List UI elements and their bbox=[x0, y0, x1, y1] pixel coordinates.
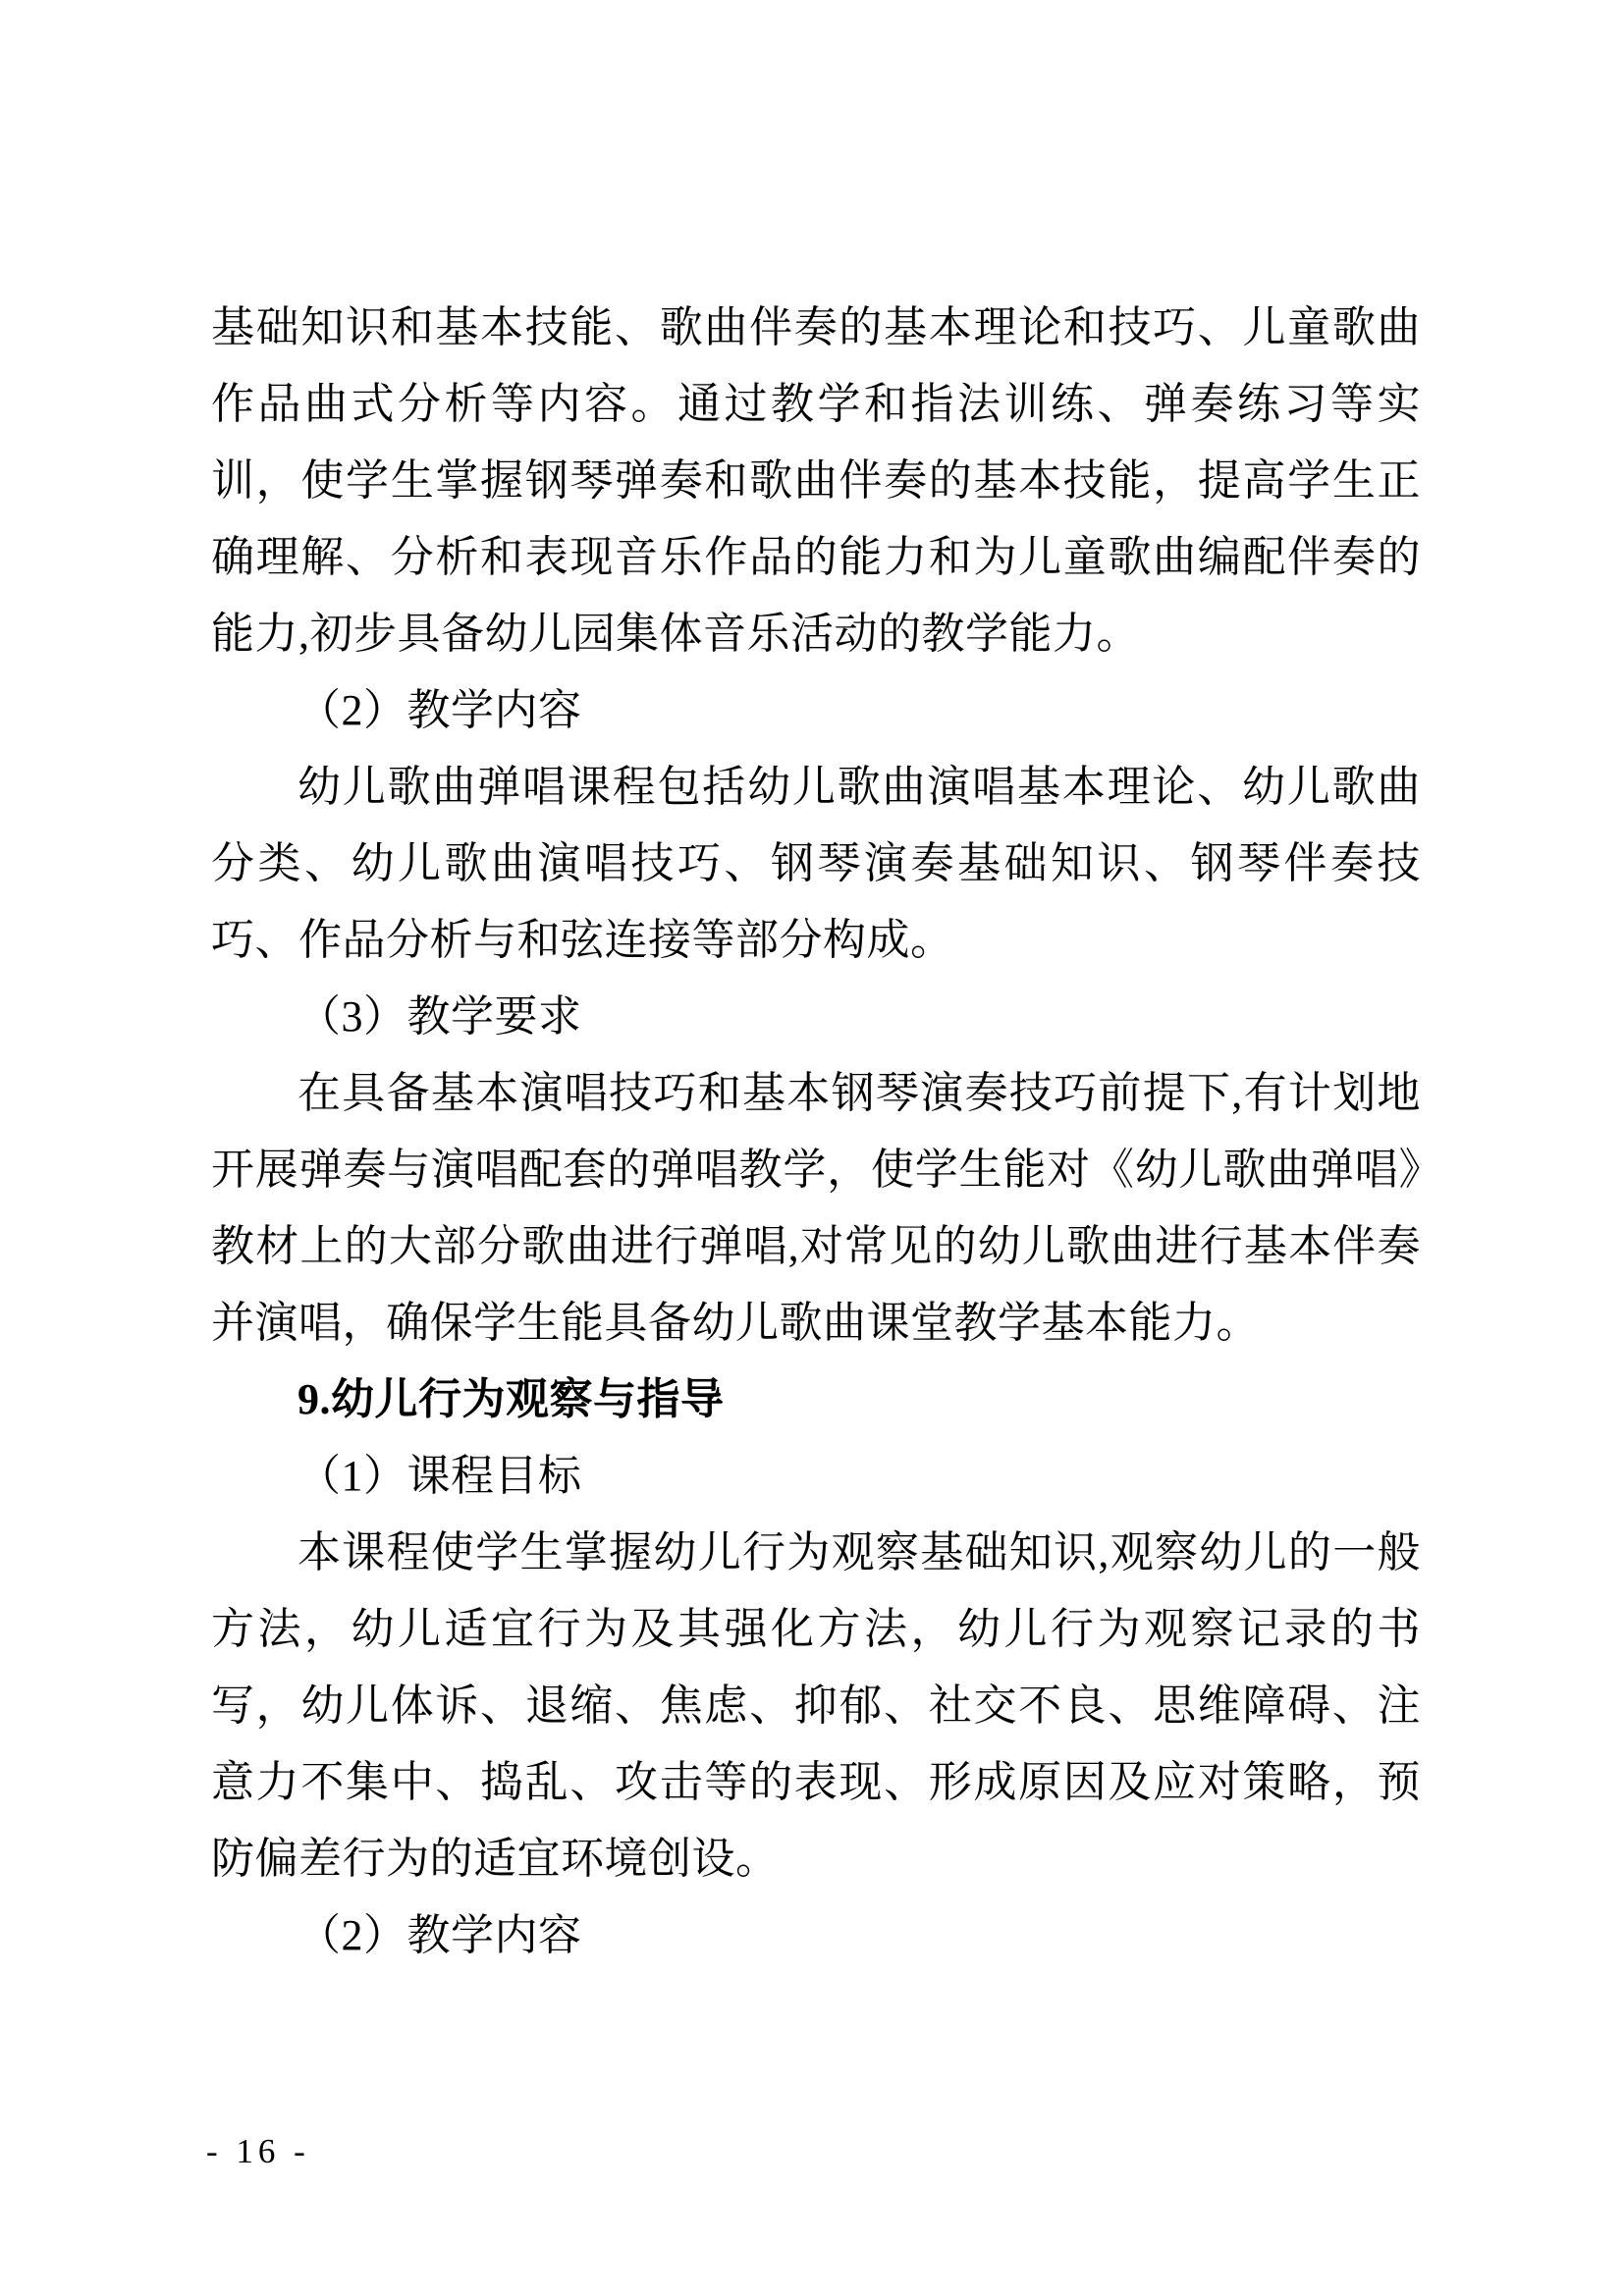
label-teaching-content-section2: （2）教学内容 bbox=[298, 686, 582, 734]
label-teaching-content-section2-second: （2）教学内容 bbox=[298, 1911, 582, 1959]
paragraph-teaching-requirements: 在具备基本演唱技巧和基本钢琴演奏技巧前提下,有计划地开展弹奏与演唱配套的弹唱教学，使学生能对《幼儿歌曲弹唱》教材上的大部分歌曲进行弹唱,对常见的幼儿歌曲进行基本伴奏并演唱，确保学生能具备幼儿歌曲课堂教学基本能力。 bbox=[211, 1069, 1421, 1347]
label-teaching-requirements-section3: （3）教学要求 bbox=[298, 992, 582, 1041]
paragraph-course-objective: 本课程使学生掌握幼儿行为观察基础知识,观察幼儿的一般方法，幼儿适宜行为及其强化方法，幼儿行为观察记录的书写，幼儿体诉、退缩、焦虑、抑郁、社交不良、思维障碍、注意力不集中、捣乱、攻击等的表现、形成原因及应对策略，预防偏差行为的适宜环境创设。 bbox=[211, 1528, 1421, 1883]
document-body bbox=[211, 290, 1421, 1974]
paragraph-song-course-composition: 幼儿歌曲弹唱课程包括幼儿歌曲演唱基本理论、幼儿歌曲分类、幼儿歌曲演唱技巧、钢琴演奏基础知识、钢琴伴奏技巧、作品分析与和弦连接等部分构成。 bbox=[211, 763, 1421, 964]
page-number: - 16 - bbox=[206, 2132, 310, 2170]
paragraph-piano-course-continuation: 基础知识和基本技能、歌曲伴奏的基本理论和技巧、儿童歌曲作品曲式分析等内容。通过教学和指法训练、弹奏练习等实训，使学生掌握钢琴弹奏和歌曲伴奏的基本技能，提高学生正确理解、分析和表现音乐作品的能力和为儿童歌曲编配伴奏的能力,初步具备幼儿园集体音乐活动的教学能力。 bbox=[211, 303, 1421, 658]
label-course-objective-section1: （1）课程目标 bbox=[298, 1452, 582, 1500]
heading-course-9-behavior-observation: 9.幼儿行为观察与指导 bbox=[298, 1375, 725, 1423]
